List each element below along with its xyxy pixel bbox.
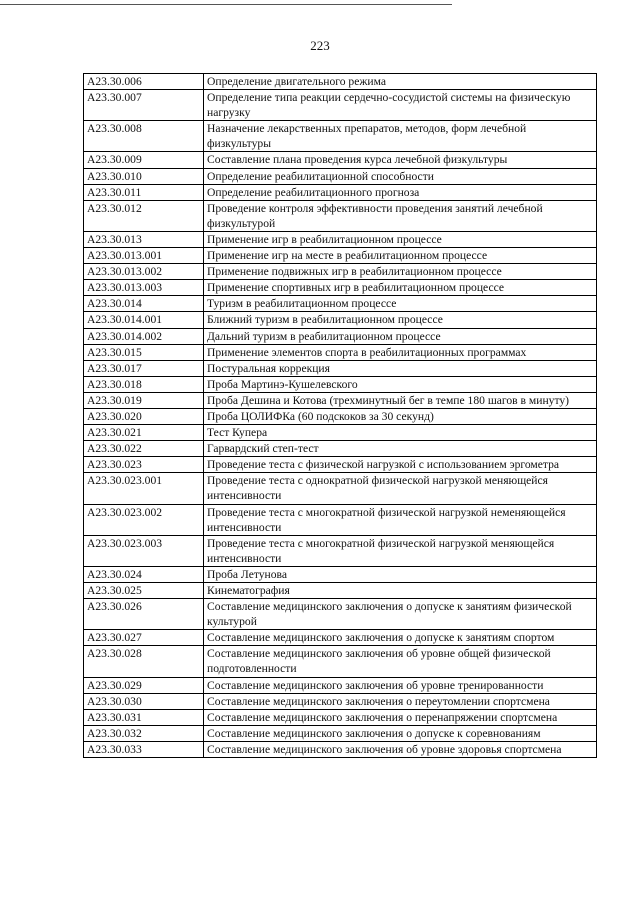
service-description-cell: Постуральная коррекция xyxy=(204,360,597,376)
service-description-cell: Проба Мартинэ-Кушелевского xyxy=(204,376,597,392)
service-code-cell: A23.30.022 xyxy=(84,441,204,457)
service-code-cell: A23.30.012 xyxy=(84,200,204,231)
service-code-cell: A23.30.011 xyxy=(84,184,204,200)
service-code-cell: A23.30.026 xyxy=(84,599,204,630)
service-code-cell: A23.30.014 xyxy=(84,296,204,312)
table-row xyxy=(84,90,597,121)
service-code-cell: A23.30.013.002 xyxy=(84,264,204,280)
service-code-cell: A23.30.029 xyxy=(84,677,204,693)
service-description-cell: Проведение теста с многократной физической нагрузкой меняющейся интенсивности xyxy=(204,535,597,566)
service-code-cell: A23.30.018 xyxy=(84,376,204,392)
table-row xyxy=(84,646,597,677)
table-row xyxy=(84,725,597,741)
service-code-cell: A23.30.024 xyxy=(84,566,204,582)
table-row xyxy=(84,360,597,376)
service-code-cell: A23.30.019 xyxy=(84,392,204,408)
service-description-cell: Проба ЦОЛИФКа (60 подскоков за 30 секунд) xyxy=(204,408,597,424)
table-row xyxy=(84,328,597,344)
service-description-cell: Применение игр на месте в реабилитационном процессе xyxy=(204,248,597,264)
service-description-cell: Составление медицинского заключения о допуске к занятиям физической культурой xyxy=(204,599,597,630)
table-row xyxy=(84,344,597,360)
service-code-cell: A23.30.008 xyxy=(84,121,204,152)
service-code-cell: A23.30.014.001 xyxy=(84,312,204,328)
service-description-cell: Проба Дешина и Котова (трехминутный бег в темпе 180 шагов в минуту) xyxy=(204,392,597,408)
service-code-cell: A23.30.013 xyxy=(84,231,204,247)
service-code-cell: A23.30.020 xyxy=(84,408,204,424)
table-row xyxy=(84,630,597,646)
table-row xyxy=(84,425,597,441)
table-row xyxy=(84,599,597,630)
table-row xyxy=(84,121,597,152)
table-row xyxy=(84,408,597,424)
table-row xyxy=(84,200,597,231)
table-row xyxy=(84,693,597,709)
service-description-cell: Составление медицинского заключения об уровне здоровья спортсмена xyxy=(204,741,597,757)
service-code-cell: A23.30.025 xyxy=(84,583,204,599)
service-description-cell: Кинематография xyxy=(204,583,597,599)
page-number: 223 xyxy=(310,38,330,53)
table-row xyxy=(84,583,597,599)
service-code-cell: A23.30.027 xyxy=(84,630,204,646)
table-row xyxy=(84,535,597,566)
service-description-cell: Составление медицинского заключения о перенапряжении спортсмена xyxy=(204,709,597,725)
service-code-cell: A23.30.031 xyxy=(84,709,204,725)
service-description-cell: Составление плана проведения курса лечебной физкультуры xyxy=(204,152,597,168)
service-description-cell: Применение подвижных игр в реабилитационном процессе xyxy=(204,264,597,280)
service-description-cell: Определение реабилитационной способности xyxy=(204,168,597,184)
table-row xyxy=(84,296,597,312)
table-row xyxy=(84,312,597,328)
service-code-cell: A23.30.028 xyxy=(84,646,204,677)
service-description-cell: Определение двигательного режима xyxy=(204,74,597,90)
service-description-cell: Составление медицинского заключения об уровне общей физической подготовленности xyxy=(204,646,597,677)
table-row xyxy=(84,741,597,757)
service-code-cell: A23.30.015 xyxy=(84,344,204,360)
table-row xyxy=(84,74,597,90)
service-code-cell: A23.30.014.002 xyxy=(84,328,204,344)
table-body xyxy=(84,74,597,758)
table-row xyxy=(84,152,597,168)
service-description-cell: Составление медицинского заключения о переутомлении спортсмена xyxy=(204,693,597,709)
service-description-cell: Гарвардский степ-тест xyxy=(204,441,597,457)
service-code-cell: A23.30.009 xyxy=(84,152,204,168)
service-code-cell: A23.30.013.001 xyxy=(84,248,204,264)
service-code-cell: A23.30.007 xyxy=(84,90,204,121)
service-code-cell: A23.30.013.003 xyxy=(84,280,204,296)
service-code-cell: A23.30.032 xyxy=(84,725,204,741)
table-row xyxy=(84,264,597,280)
service-description-cell: Проведение теста с многократной физической нагрузкой неменяющейся интенсивности xyxy=(204,504,597,535)
table-row xyxy=(84,677,597,693)
service-description-cell: Определение реабилитационного прогноза xyxy=(204,184,597,200)
service-code-cell: A23.30.021 xyxy=(84,425,204,441)
table-row xyxy=(84,376,597,392)
table-row xyxy=(84,280,597,296)
service-code-cell: A23.30.010 xyxy=(84,168,204,184)
service-code-cell: A23.30.023 xyxy=(84,457,204,473)
service-description-cell: Тест Купера xyxy=(204,425,597,441)
service-description-cell: Проба Летунова xyxy=(204,566,597,582)
service-code-cell: A23.30.033 xyxy=(84,741,204,757)
table-row xyxy=(84,504,597,535)
service-description-cell: Определение типа реакции сердечно-сосудистой системы на физическую нагрузку xyxy=(204,90,597,121)
table-row xyxy=(84,709,597,725)
table-row xyxy=(84,392,597,408)
service-description-cell: Составление медицинского заключения о допуске к соревнованиям xyxy=(204,725,597,741)
service-description-cell: Проведение теста с однократной физической нагрузкой меняющейся интенсивности xyxy=(204,473,597,504)
table-row xyxy=(84,231,597,247)
service-description-cell: Ближний туризм в реабилитационном процессе xyxy=(204,312,597,328)
service-description-cell: Назначение лекарственных препаратов, методов, форм лечебной физкультуры xyxy=(204,121,597,152)
service-description-cell: Составление медицинского заключения о допуске к занятиям спортом xyxy=(204,630,597,646)
service-description-cell: Проведение контроля эффективности проведения занятий лечебной физкультурой xyxy=(204,200,597,231)
service-description-cell: Применение элементов спорта в реабилитационных программах xyxy=(204,344,597,360)
service-code-cell: A23.30.006 xyxy=(84,74,204,90)
service-description-cell: Туризм в реабилитационном процессе xyxy=(204,296,597,312)
service-code-cell: A23.30.030 xyxy=(84,693,204,709)
service-description-cell: Дальний туризм в реабилитационном процессе xyxy=(204,328,597,344)
service-code-cell: A23.30.023.003 xyxy=(84,535,204,566)
procedure-codes-table xyxy=(83,73,597,758)
service-description-cell: Проведение теста с физической нагрузкой с использованием эргометра xyxy=(204,457,597,473)
table-row xyxy=(84,168,597,184)
service-code-cell: A23.30.023.002 xyxy=(84,504,204,535)
table-row xyxy=(84,566,597,582)
table-row xyxy=(84,457,597,473)
service-code-cell: A23.30.023.001 xyxy=(84,473,204,504)
service-description-cell: Применение спортивных игр в реабилитационном процессе xyxy=(204,280,597,296)
top-rule xyxy=(0,4,452,5)
service-description-cell: Составление медицинского заключения об уровне тренированности xyxy=(204,677,597,693)
service-description-cell: Применение игр в реабилитационном процессе xyxy=(204,231,597,247)
table-row xyxy=(84,184,597,200)
table-row xyxy=(84,441,597,457)
table-row xyxy=(84,248,597,264)
service-code-cell: A23.30.017 xyxy=(84,360,204,376)
table-row xyxy=(84,473,597,504)
